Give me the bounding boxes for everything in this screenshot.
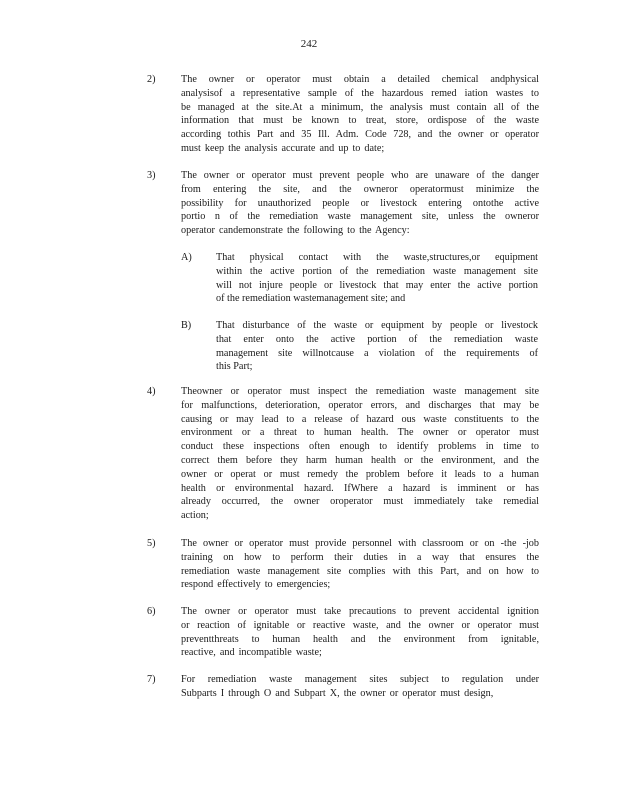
page-number: 242: [300, 38, 318, 50]
sub-item-b: [181, 319, 541, 374]
text-line: correct them before they harm human health or the environment, and the: [181, 454, 539, 466]
text-line: That physical contact with the waste,structures,or equipment: [216, 252, 538, 263]
list-item-7: [147, 673, 547, 701]
text-line: analysisof a representative sample of the hazardous remed iation wastes to: [181, 87, 539, 99]
sub-item-text: [216, 251, 538, 306]
text-line: health or environmental hazard. IfWhere a hazard is imminent or has: [181, 482, 539, 494]
item-text: [181, 537, 539, 592]
list-item-5: [147, 537, 547, 592]
text-line: The owner or operator must provide personnel with classroom or on -the -job: [181, 538, 539, 549]
item-text: [181, 673, 539, 701]
text-line: or reaction of ignitable or reactive waste, and the owner or operator must: [181, 619, 539, 631]
list-item-6: [147, 605, 547, 660]
text-line: Theowner or operator must inspect the remediation waste management site: [181, 386, 539, 397]
text-line: be managed at the site.At a minimum, the analysis must contain all of the: [181, 101, 539, 113]
item-number: 4): [147, 386, 156, 397]
list-item-2: [147, 73, 547, 156]
sub-item-number: A): [181, 252, 192, 263]
sub-item-number: B): [181, 320, 192, 331]
text-line: according tothis Part and 35 Ill. Adm. Code 728, and the owner or operator: [181, 129, 539, 141]
item-text: [181, 73, 539, 156]
text-line: that enter onto the active portion of the remediation waste: [216, 333, 538, 345]
text-line: That disturbance of the waste or equipment by people or livestock: [216, 320, 538, 331]
text-line: reactive, and incompatible waste;: [181, 647, 322, 659]
text-line: owner or operat or must remedy the problem before it leads to a human: [181, 468, 539, 480]
text-line: within the active portion of the remediation waste management site: [216, 265, 538, 277]
text-line: of the remediation wastemanagement site; and: [216, 293, 406, 305]
text-line: from entering the site, and the owneror operatormust minimize the: [181, 183, 539, 195]
text-line: conduct these inspections often enough to identify problems in time to: [181, 441, 539, 453]
text-line: The owner or operator must take precautions to prevent accidental ignition: [181, 606, 539, 617]
text-line: already occurred, the owner oroperator must immediately take remedial: [181, 496, 539, 508]
text-line: information that must be known to treat, store, ordispose of the waste: [181, 115, 539, 127]
item-number: 2): [147, 74, 156, 85]
list-item-4: [147, 385, 547, 523]
text-line: respond effectively to emergencies;: [181, 579, 331, 591]
text-line: preventthreats to human health and the environment from ignitable,: [181, 633, 539, 645]
text-line: The owner or operator must prevent people who are unaware of the danger: [181, 170, 539, 181]
text-line: The owner or operator must obtain a detailed chemical andphysical: [181, 74, 539, 85]
sub-item-text: [216, 319, 538, 374]
text-line: portio n of the remediation waste management site, unless the owneror: [181, 211, 539, 223]
text-line: For remediation waste management sites subject to regulation under: [181, 674, 539, 685]
list-item-3: [147, 169, 547, 238]
text-line: remediation waste management site complies with this Part, and on how to: [181, 565, 539, 577]
text-line: training on how to perform their duties in a way that ensures the: [181, 551, 539, 563]
item-number: 6): [147, 606, 156, 617]
item-number: 5): [147, 538, 156, 549]
text-line: operator candemonstrate the following to the Agency:: [181, 225, 410, 237]
text-line: possibility for unauthorized people or livestock entering ontothe active: [181, 197, 539, 209]
item-number: 3): [147, 170, 156, 181]
item-text: [181, 385, 539, 523]
sub-item-a: [181, 251, 541, 306]
text-line: management site willnotcause a violation of the requirements of: [216, 347, 538, 359]
text-line: action;: [181, 510, 209, 522]
text-line: will not injure people or livestock that may enter the active portion: [216, 279, 538, 291]
text-line: Subparts I through O and Subpart X, the owner or operator must design,: [181, 687, 494, 699]
text-line: must keep the analysis accurate and up to date;: [181, 142, 385, 154]
text-line: causing or may lead to a release of hazard ous waste constituents to the: [181, 413, 539, 425]
item-text: [181, 605, 539, 660]
item-text: [181, 169, 539, 238]
item-number: 7): [147, 674, 156, 685]
text-line: this Part;: [216, 361, 253, 373]
text-line: for malfunctions, deterioration, operator errors, and discharges that may be: [181, 399, 539, 411]
text-line: environment or a threat to human health. The owner or operator must: [181, 427, 539, 439]
